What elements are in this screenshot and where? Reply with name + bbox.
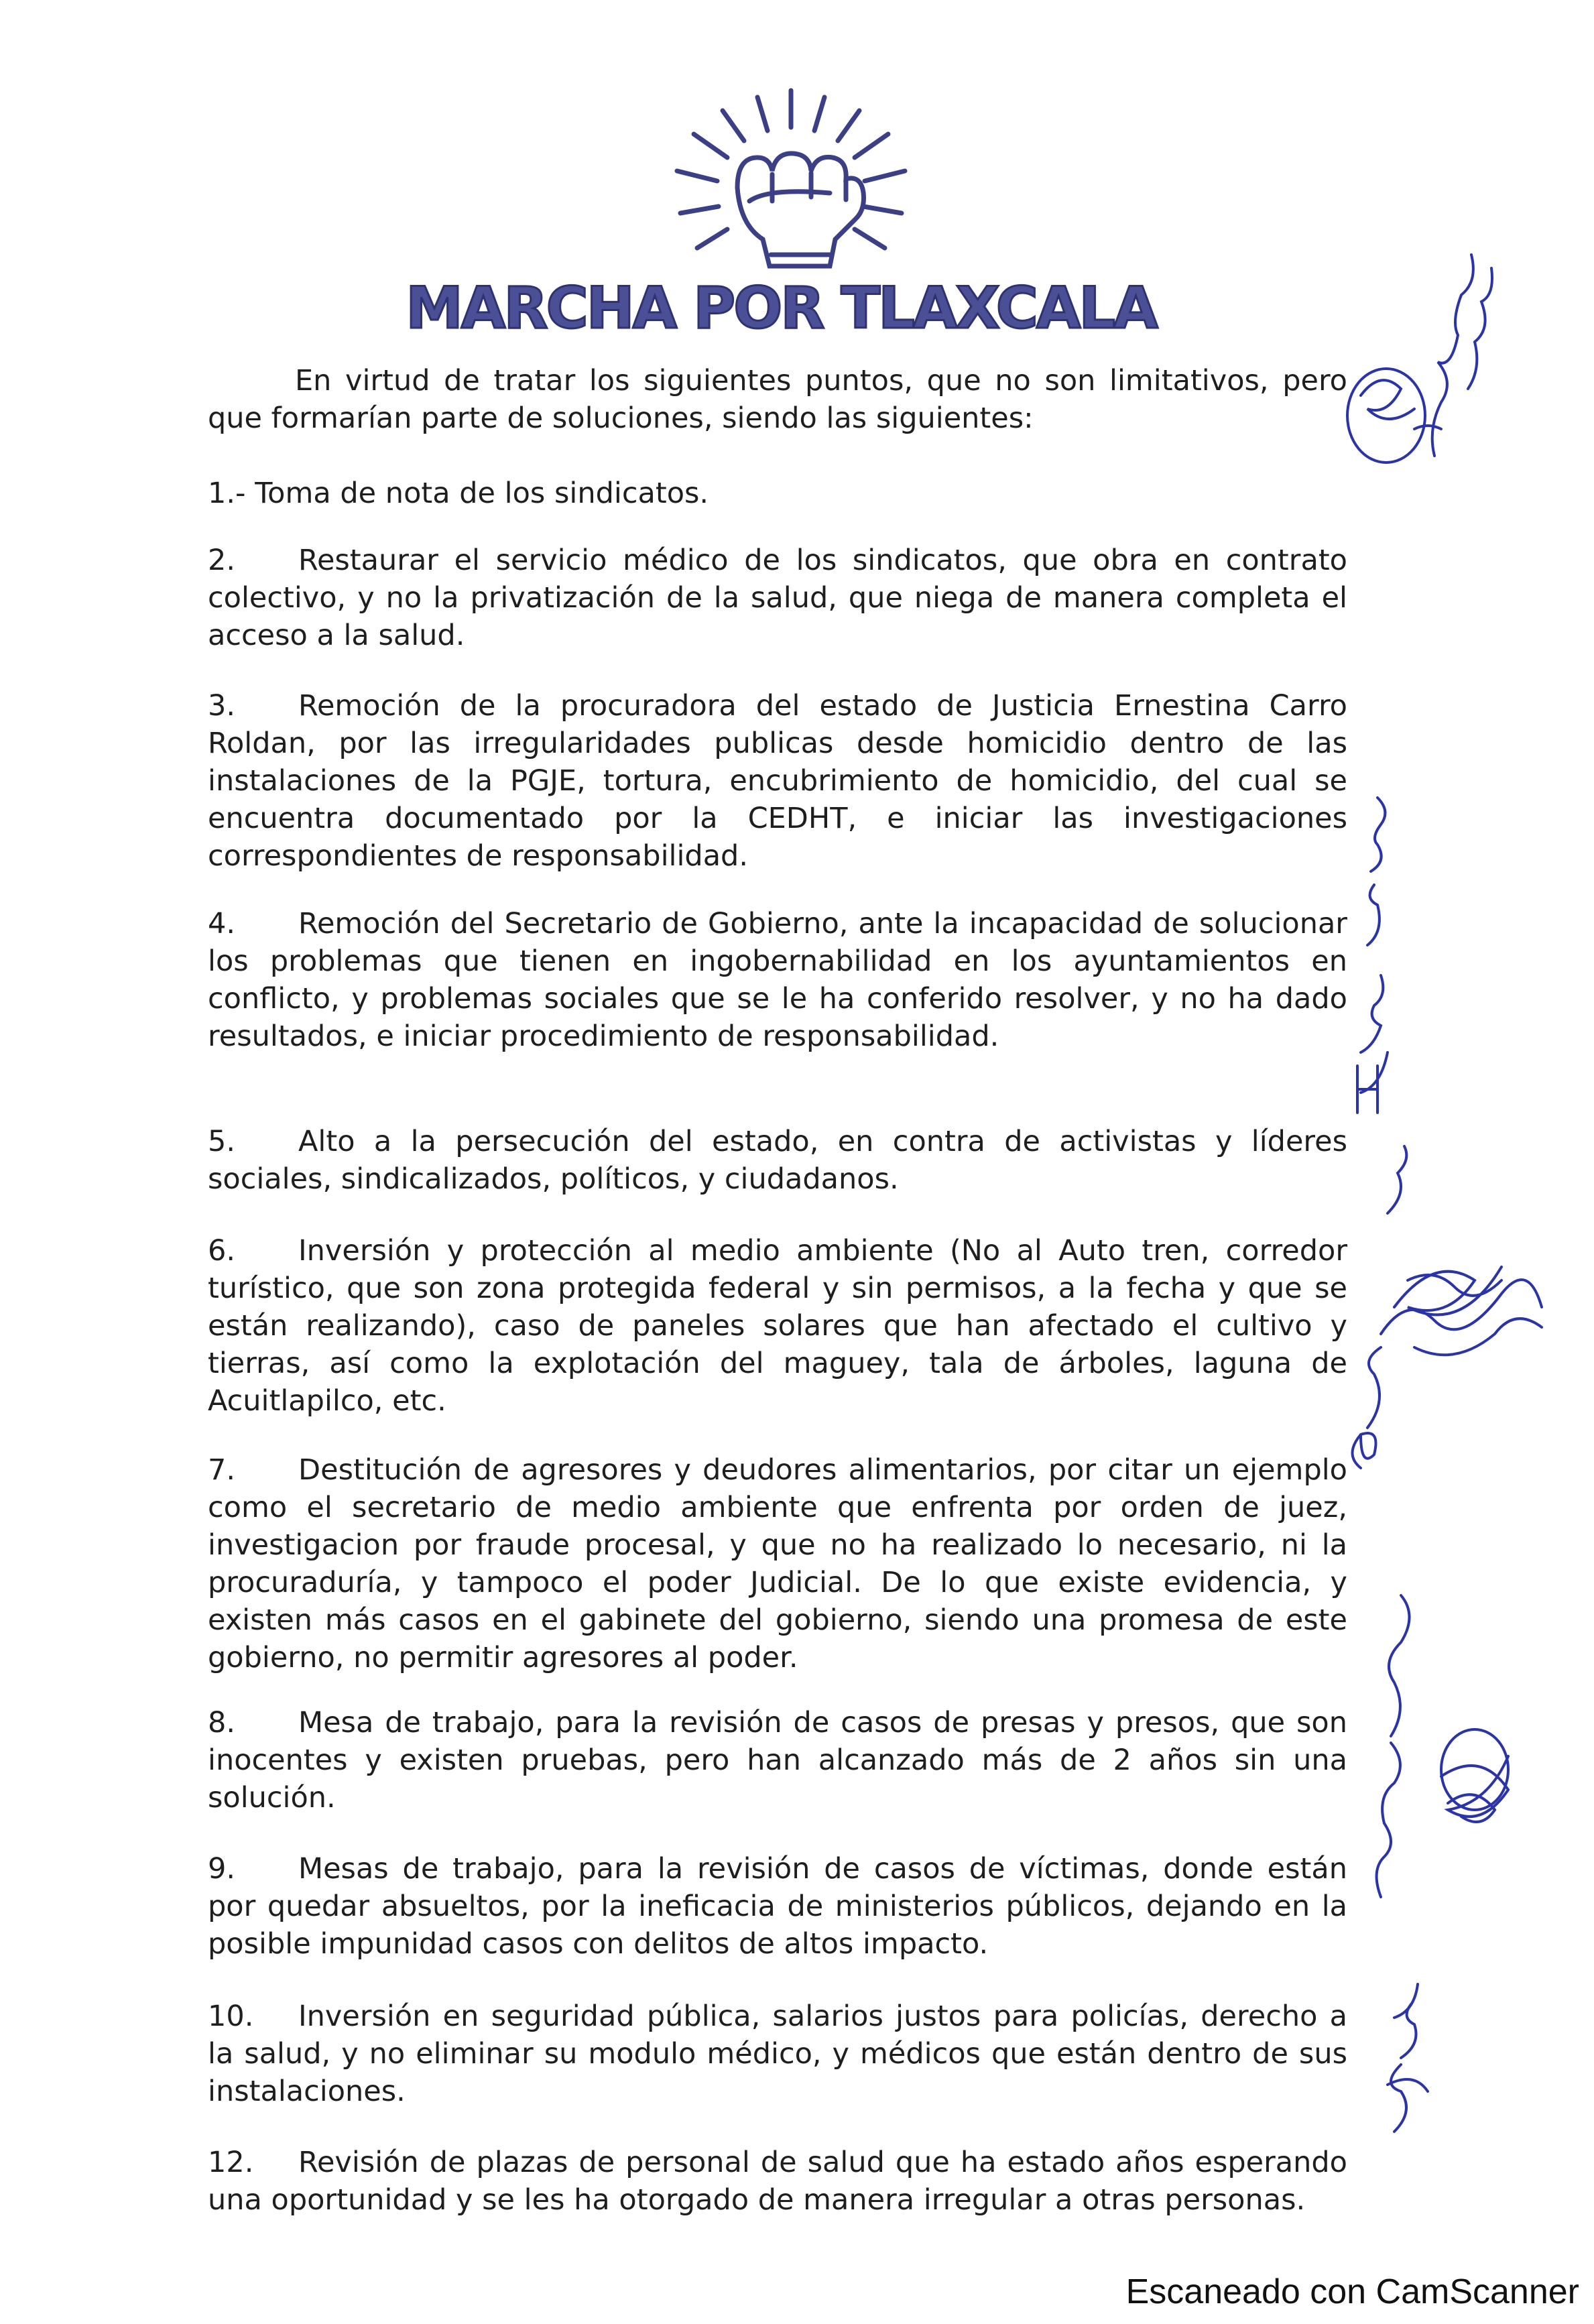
- list-item: 1.- Toma de nota de los sindicatos.: [208, 477, 709, 510]
- intro-paragraph: En virtud de tratar los siguientes puntos, que no son limitativos, pero que formarían parte de soluciones, siendo las siguientes:: [208, 364, 1347, 435]
- document-title: MARCHA POR TLAXCALA: [406, 275, 1156, 342]
- list-item: 6. Inversión y protección al medio ambiente (No al Auto tren, corredor turístico, que son zona protegida federal y sin permisos, a la fecha y que se están realizando), caso de paneles solares que han afectado el cultivo y tierras, así como la explotación del maguey, tala de árboles, laguna de Acuitlapilco, etc.: [208, 1234, 1347, 1418]
- signature-ma-del-pilar: [1341, 1133, 1562, 1481]
- list-item: 5. Alto a la persecución del estado, en contra de activistas y líderes sociales, sindicalizados, políticos, y ciudadanos.: [208, 1125, 1347, 1196]
- scanner-watermark: Escaneado con CamScanner: [1111, 2260, 1594, 2324]
- signature-angelica-roldan: [1334, 174, 1501, 496]
- raised-fist-icon: [643, 87, 938, 295]
- list-item: 7. Destitución de agresores y deudores alimentarios, por citar un ejemplo como el secretario de medio ambiente que enfrenta por orden de juez, investigacion por fraude procesal, y que no ha realizado lo necesario, ni la procuraduría, y tampoco el poder Judicial. De lo que existe evidencia, y existen más casos en el gabinete del gobierno, siendo una promesa de este gobierno, no permitir agresores al poder.: [208, 1453, 1347, 1674]
- list-item: 12. Revisión de plazas de personal de salud que ha estado años esperando una oportunidad y se les ha otorgado de manera irregular a otras personas.: [208, 2146, 1347, 2217]
- list-item: 8. Mesa de trabajo, para la revisión de casos de presas y presos, que son inocentes y existen pruebas, pero han alcanzado más de 2 años sin una solución.: [208, 1706, 1347, 1815]
- list-item: 2. Restaurar el servicio médico de los sindicatos, que obra en contrato colectivo, y no la privatización de la salud, que niega de manera completa el acceso a la salud.: [208, 544, 1347, 652]
- list-item: 3. Remoción de la procuradora del estado de Justicia Ernestina Carro Roldan, por las irregularidades publicas desde homicidio dentro de las instalaciones de la PGJE, tortura, encubrimiento de homicidio, del cual se encuentra documentado por la CEDHT, e iniciar las investigaciones correspondientes de responsabilidad.: [208, 689, 1347, 873]
- signature-torres: [1344, 778, 1404, 1119]
- signature-chavez-carlos: [1367, 1562, 1522, 1910]
- list-item: 10. Inversión en seguridad pública, salarios justos para policías, derecho a la salud, y no eliminar su modulo médico, y médicos que están dentro de sus instalaciones.: [208, 2000, 1347, 2108]
- list-item: 4. Remoción del Secretario de Gobierno, ante la incapacidad de solucionar los problemas que tienen en ingobernabilidad en los ayuntamientos en conflicto, y problemas sociales que se le ha conferido resolver, y no ha dado resultados, e iniciar procedimiento de responsabilidad.: [208, 907, 1347, 1053]
- list-item: 9. Mesas de trabajo, para la revisión de casos de víctimas, donde están por quedar absueltos, por la ineficacia de ministerios públicos, dejando en la posible impunidad casos con delitos de altos impacto.: [208, 1852, 1347, 1961]
- signature-yeny: [1374, 1977, 1448, 2138]
